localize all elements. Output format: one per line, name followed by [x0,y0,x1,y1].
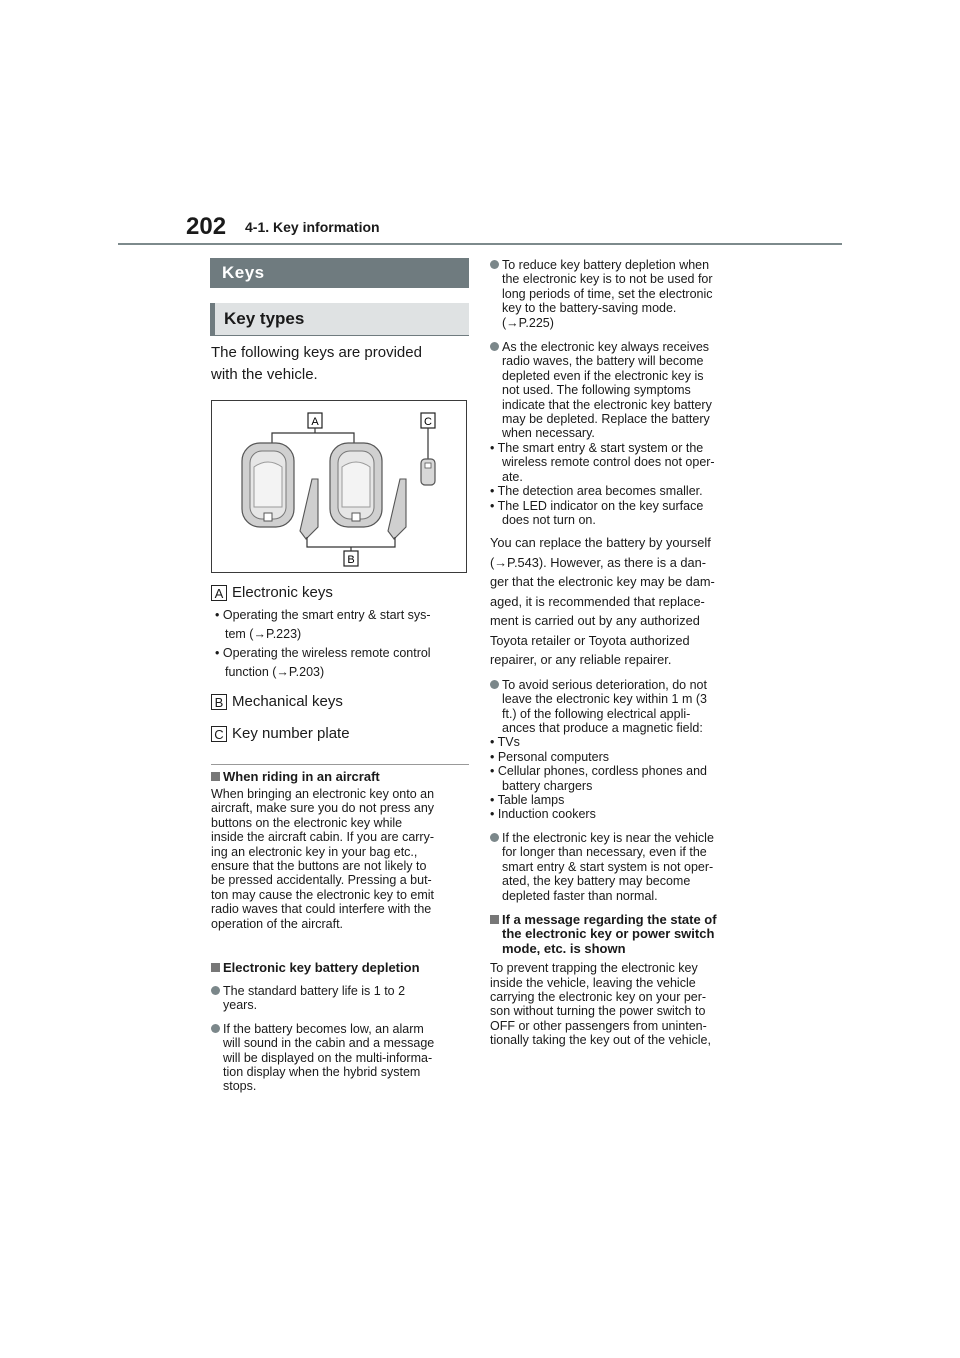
callout-a-letter: A [311,416,319,428]
page-number: 202 [186,213,227,240]
bullet-line: • Operating the wireless remote control [215,646,431,660]
message-note-body: To prevent trapping the electronic key inside the vehicle, leaving the vehicle carrying the electronic key on your per- son without turning the power switch to OFF or other passengers from uninten- tionally taking the key out of the vehicle, [490,961,711,1048]
battery-saving-item: To reduce key battery depletion when the electronic key is to not be used for long periods of time, set the electronic key to the battery-saving mode. (→P.225) [490,258,752,330]
header-rule [118,243,842,245]
note-heading: When riding in an aircraft [211,770,471,784]
magnetic-field-item: To avoid serious deterioration, do not leave the electronic key within 1 m (3 ft.) of the following electrical appli- ances that produce a magnetic field: [490,678,752,736]
subsection-underline [210,335,469,336]
battery-item-1: The standard battery life is 1 to 2 years. [211,984,471,1013]
legend-label: Mechanical keys [232,693,343,710]
electronic-key-bullets [215,606,470,682]
symptoms-list: • The smart entry & start system or the wireless remote control does not oper- ate. • The detection area becomes smaller. • The LED indicator on the key surface does not turn on. [490,440,715,527]
message-note-heading: If a message regarding the state of the electronic key or power switch mode, etc. is shown [490,913,752,956]
mechanical-key-left [300,479,318,539]
bullet-line: function (→P.203) [225,665,325,679]
callout-b-leader [307,537,395,547]
near-vehicle-item: If the electronic key is near the vehicle for longer than necessary, even if the smart entry & start system is not oper- ated, the key battery may become depleted faster than normal. [490,831,752,903]
key-number-plate [421,459,435,485]
legend-label: Key number plate [232,725,350,742]
callout-c-letter: C [424,416,432,428]
bullet-line: • Operating the smart entry & start sys- [215,608,431,622]
subsection-title: Key types [210,303,469,335]
callout-b-letter: B [347,554,355,566]
running-title: 4-1. Key information [245,219,380,235]
electronic-key-right [330,443,382,527]
appliance-list: • TVs • Personal computers • Cellular phones, cordless phones and battery chargers • Table lamps • Induction cookers [490,735,708,822]
note-heading: Electronic key battery depletion [211,961,471,975]
key-types-figure [211,400,467,573]
radio-waves-item: As the electronic key always receives radio waves, the battery will become depleted even if the electronic key is not used. The following symptoms indicate that the electronic key battery may be depleted. Replace the battery when necessary. [490,340,752,441]
legend-letter-c: C [211,726,227,742]
legend-letter-a: A [211,585,227,601]
legend-letter-b: B [211,694,227,710]
legend-electronic-keys [211,584,333,601]
legend-key-number-plate [211,725,350,742]
callout-a-leader [272,428,354,444]
intro-text [211,342,471,386]
section-title: Keys [210,258,469,288]
note-body: When bringing an electronic key onto an aircraft, make sure you do not press any buttons on the electronic key while inside the aircraft cabin. If you are carry- ing an electronic key in your bag etc., ensure that the buttons are not likely to be pressed accidentally. Pressing a but- ton may cause the electronic key to emit radio waves that could interfere with the operation of the aircraft. [211,787,435,931]
keys-illustration [212,401,466,572]
intro-line: with the vehicle. [211,366,318,383]
notes-divider [211,764,469,765]
intro-line: The following keys are provided [211,344,422,361]
right-column [490,258,752,1048]
mechanical-key-right [388,479,406,539]
legend-mechanical-keys [211,693,343,710]
replace-battery-text: You can replace the battery by yourself (→P.543). However, as there is a dan- ger that the electronic key may be dam- aged, it is recommended that replace- ment is carried out by any authorized Toyota retailer or Toyota authorized repairer, or any reliable repairer. [490,535,715,668]
legend-label: Electronic keys [232,584,333,601]
aircraft-note [211,770,471,931]
electronic-key-left [242,443,294,527]
bullet-line: tem (→P.223) [225,627,302,641]
battery-note [211,961,471,1094]
battery-item-2: If the battery becomes low, an alarm will sound in the cabin and a message will be displayed on the multi-informa- tion display when the hybrid system stops. [211,1022,471,1094]
